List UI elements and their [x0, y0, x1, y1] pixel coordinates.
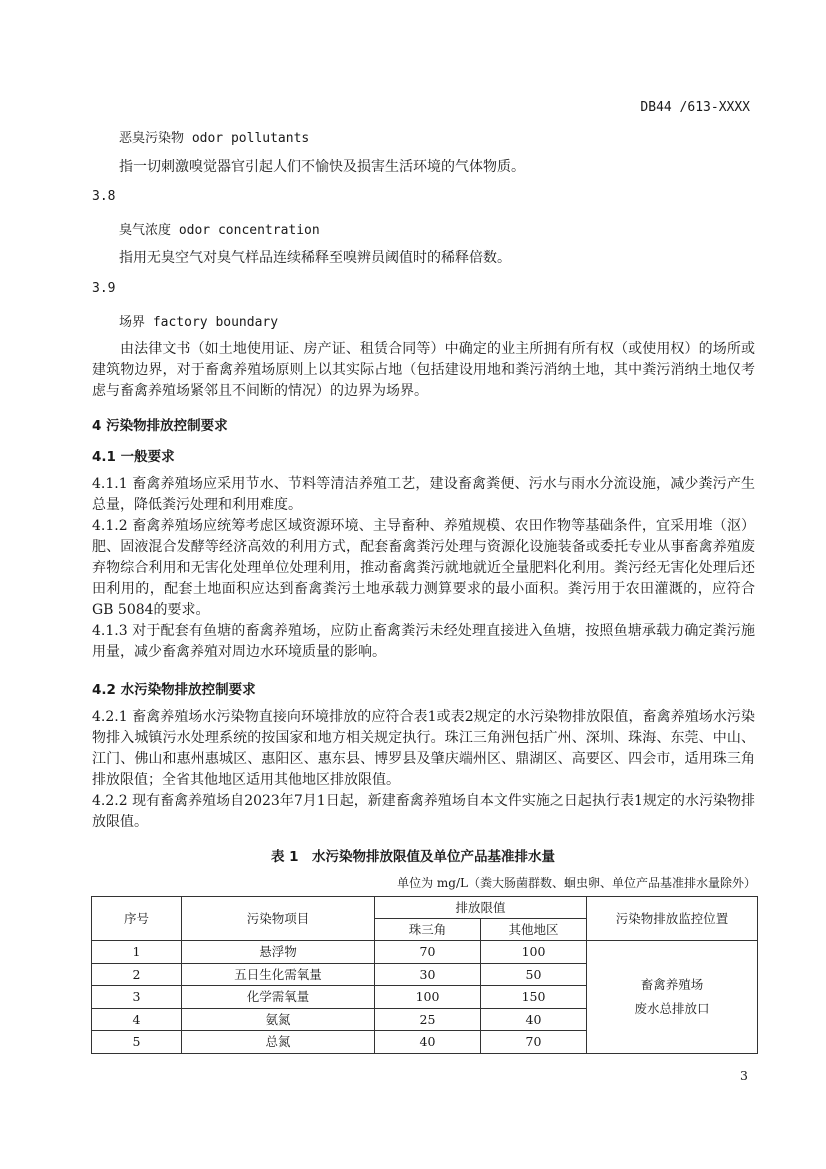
cell-other: 150	[481, 986, 587, 1009]
clause-4-1-2: 4.1.2 畜禽养殖场应统筹考虑区域资源环境、主导畜种、养殖规模、农田作物等基础条件，宜采用堆（沤）肥、固液混合发酵等经济高效的利用方式，配套畜禽粪污处理与资源化设施装备或委托专业从事畜禽养殖废弃物综合利用和无害化处理单位处理利用，推动畜禽粪污就地就近全量肥料化利用。粪污经无害化处理后还田利用的，配套土地面积应达到畜禽粪污土地承载力测算要求的最小面积。粪污用于农田灌溉的，应符合GB 5084的要求。	[92, 518, 755, 618]
cell-other: 40	[481, 1008, 587, 1031]
cell-item: 化学需氧量	[182, 986, 375, 1009]
cell-other: 100	[481, 941, 587, 964]
header-prd: 珠三角	[375, 919, 481, 941]
header-other-regions: 其他地区	[481, 919, 587, 941]
table-1-unit-note: 单位为 mg/L（粪大肠菌群数、蛔虫卵、单位产品基准排水量除外）	[397, 876, 756, 890]
cell-prd: 25	[375, 1008, 481, 1031]
cell-seq: 1	[92, 941, 182, 964]
clause-4-1-3: 4.1.3 对于配套有鱼塘的畜禽养殖场，应防止畜禽粪污未经处理直接进入鱼塘，按照鱼塘承载力确定粪污施用量，减少畜禽养殖对周边水环境质量的影响。	[92, 623, 755, 660]
term-odor-pollutants-definition: 指一切刺激嗅觉器官引起人们不愉快及损害生活环境的气体物质。	[119, 159, 525, 175]
section-4-heading: 4 污染物排放控制要求	[92, 418, 228, 434]
cell-seq: 5	[92, 1031, 182, 1054]
term-odor-concentration: 臭气浓度 odor concentration	[119, 223, 320, 238]
cell-item: 氨氮	[182, 1008, 375, 1031]
cell-prd: 30	[375, 963, 481, 986]
pollutant-limits-table	[91, 896, 758, 1054]
cell-other: 70	[481, 1031, 587, 1054]
header-limit: 排放限值	[375, 897, 587, 919]
table-1-caption: 表 1 水污染物排放限值及单位产品基准排水量	[270, 849, 556, 865]
monitor-location-line2: 废水总排放口	[634, 1000, 710, 1016]
clause-4-1-1: 4.1.1 畜禽养殖场应采用节水、节料等清洁养殖工艺，建设畜禽粪便、污水与雨水分流设施，减少粪污产生总量，降低粪污处理和利用难度。	[92, 476, 755, 513]
cell-seq: 4	[92, 1008, 182, 1031]
cell-prd: 100	[375, 986, 481, 1009]
clause-number-3-9: 3.9	[92, 281, 116, 296]
term-factory-boundary-definition: 由法律文书（如土地使用证、房产证、租赁合同等）中确定的业主所拥有所有权（或使用权）的场所或建筑物边界，对于畜禽养殖场原则上以其实际占地（包括建设用地和粪污消纳土地，其中粪污消纳土地仅考虑与畜禽养殖场紧邻且不间断的情况）的边界为场界。	[92, 341, 755, 399]
term-factory-boundary: 场界 factory boundary	[119, 315, 279, 330]
document-code: DB44 /613-XXXX	[640, 100, 750, 115]
cell-prd: 40	[375, 1031, 481, 1054]
term-odor-concentration-definition: 指用无臭空气对臭气样品连续稀释至嗅辨员阈值时的稀释倍数。	[119, 250, 511, 266]
page-number: 3	[740, 1068, 748, 1083]
cell-item: 五日生化需氧量	[182, 963, 375, 986]
section-4-2-heading: 4.2 水污染物排放控制要求	[92, 682, 256, 698]
cell-item: 总氮	[182, 1031, 375, 1054]
term-odor-pollutants: 恶臭污染物 odor pollutants	[119, 131, 310, 146]
clause-4-2-1: 4.2.1 畜禽养殖场水污染物直接向环境排放的应符合表1或表2规定的水污染物排放限值，畜禽养殖场水污染物排入城镇污水处理系统的按国家和地方相关规定执行。珠江三角洲包括广州、深圳、珠海、东莞、中山、江门、佛山和惠州惠城区、惠阳区、惠东县、博罗县及肇庆端州区、鼎湖区、高要区、四会市，适用珠三角排放限值；全省其他地区适用其他地区排放限值。	[92, 709, 755, 788]
cell-other: 50	[481, 963, 587, 986]
table-row	[92, 941, 758, 964]
header-seq: 序号	[92, 897, 182, 941]
section-4-1-heading: 4.1 一般要求	[92, 449, 175, 465]
monitor-location-line1: 畜禽养殖场	[640, 976, 704, 992]
cell-seq: 2	[92, 963, 182, 986]
cell-item: 悬浮物	[182, 941, 375, 964]
header-monitor-location: 污染物排放监控位置	[587, 897, 758, 941]
clause-number-3-8: 3.8	[92, 189, 116, 204]
cell-seq: 3	[92, 986, 182, 1009]
header-item: 污染物项目	[182, 897, 375, 941]
cell-prd: 70	[375, 941, 481, 964]
clause-4-2-2: 4.2.2 现有畜禽养殖场自2023年7月1日起，新建畜禽养殖场自本文件实施之日起执行表1规定的水污染物排放限值。	[92, 793, 755, 830]
cell-monitor-location	[587, 941, 758, 1054]
